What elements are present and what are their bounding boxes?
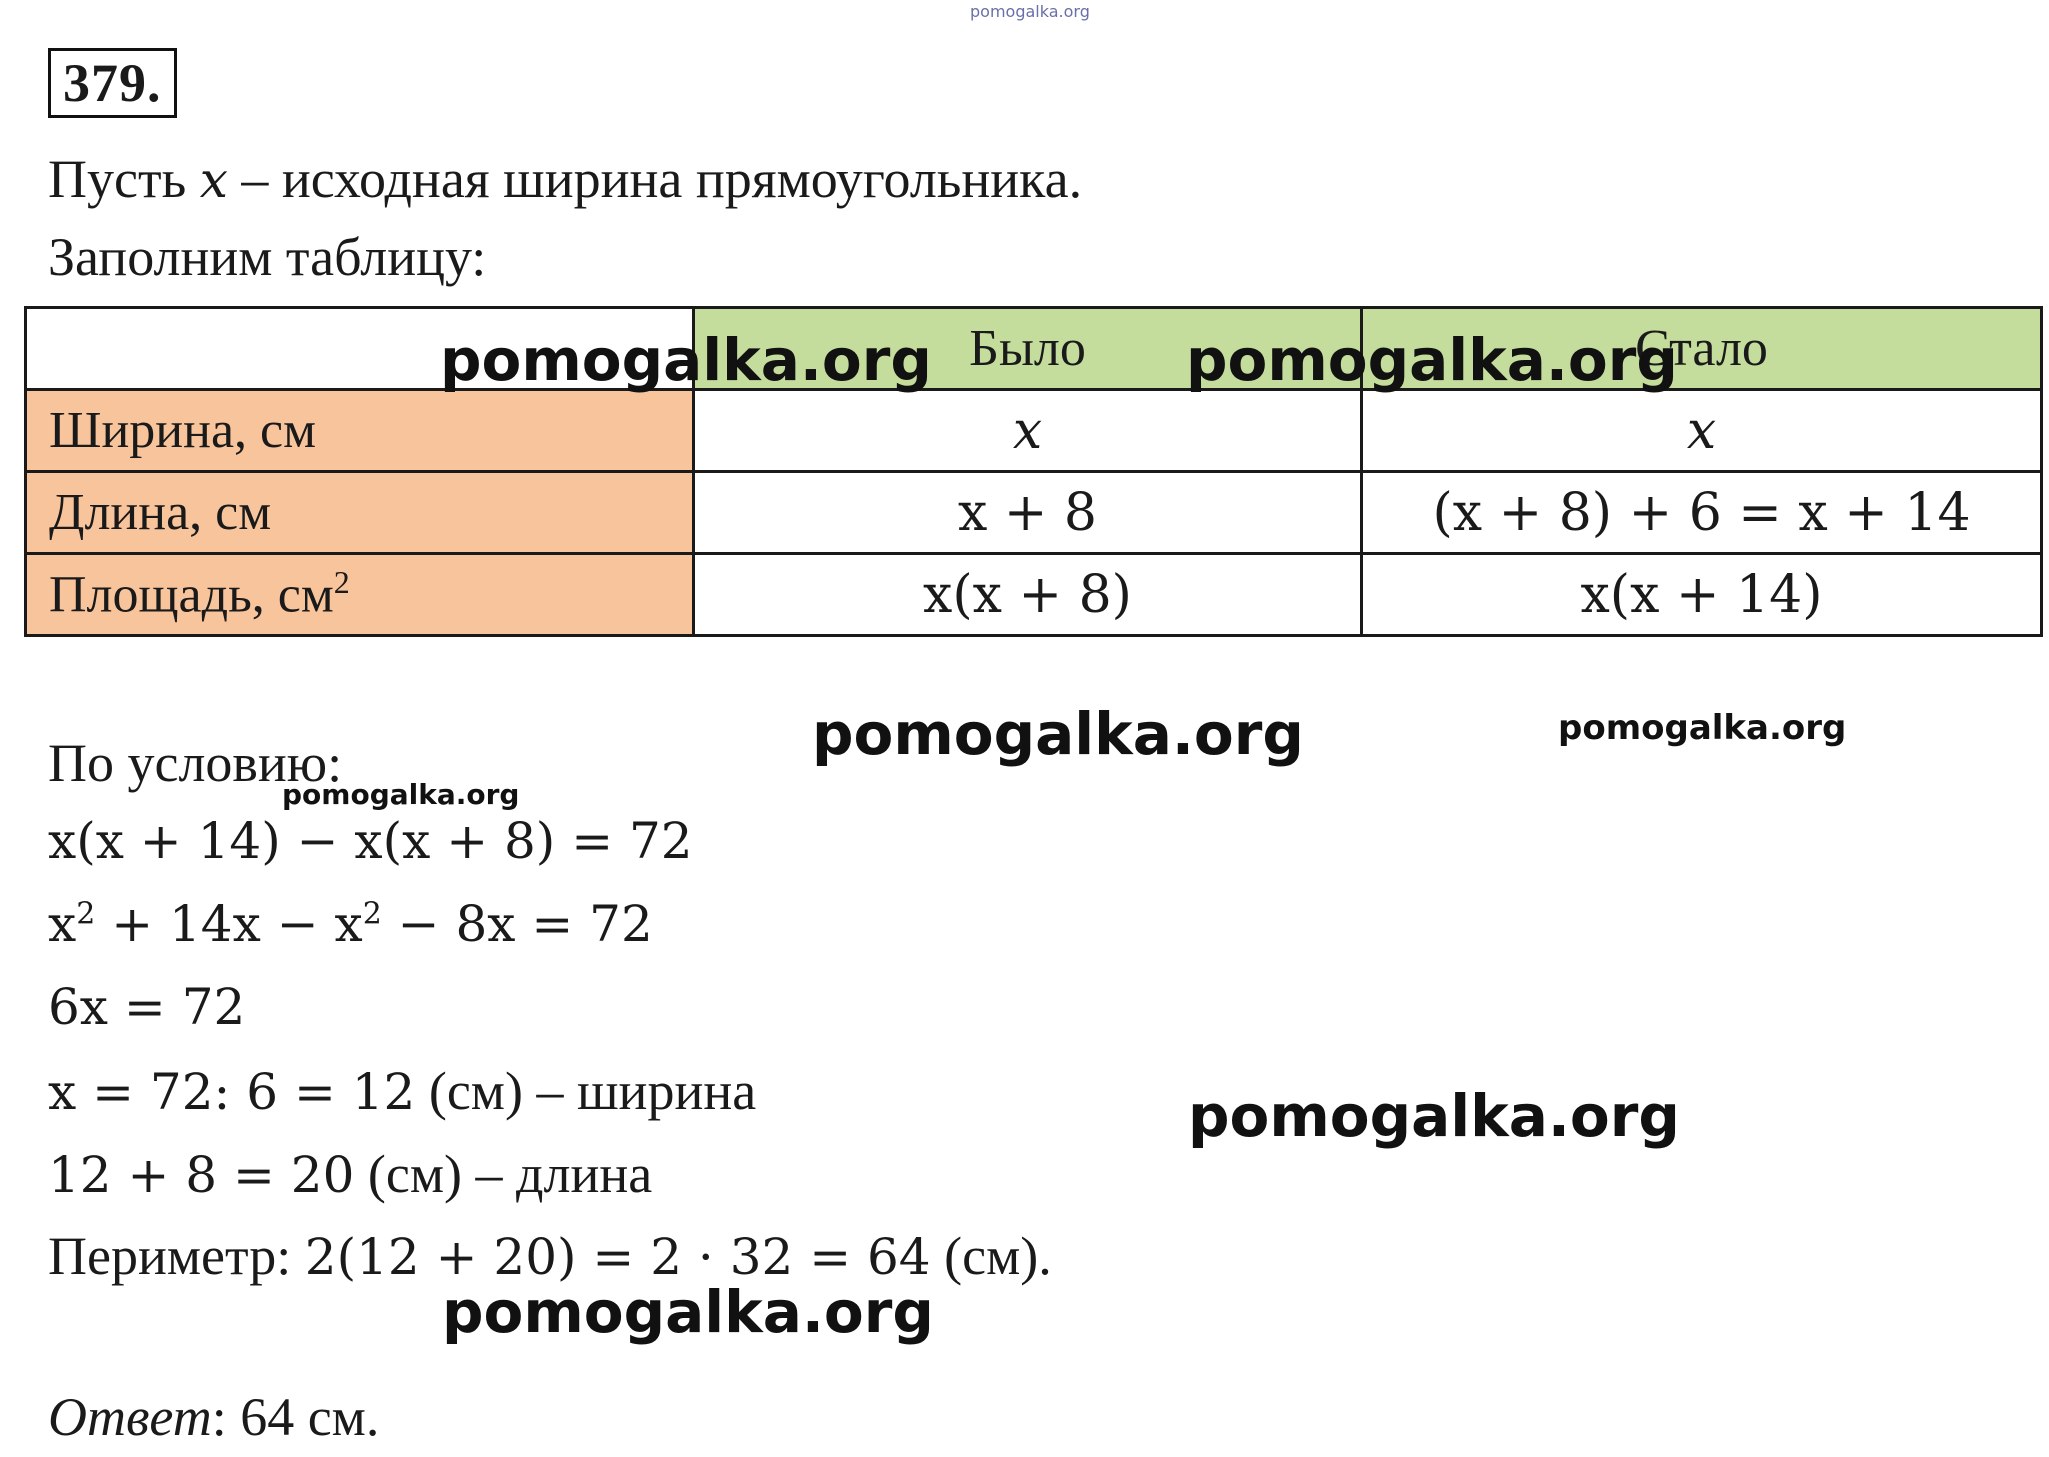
- intro-let: Пусть: [48, 149, 200, 209]
- watermark: pomogalka.org: [812, 700, 1304, 768]
- table-row: [26, 390, 2042, 472]
- header-before: Было: [694, 308, 1362, 390]
- table-row: [26, 554, 2042, 636]
- row-label-length: Длина, см: [26, 472, 694, 554]
- watermark: pomogalka.org: [282, 778, 520, 811]
- watermark: pomogalka.org: [442, 1278, 934, 1346]
- length-after: (x + 8) + 6 = x + 14: [1362, 472, 2042, 554]
- equation-1: x(x + 14) − x(x + 8) = 72: [48, 812, 693, 870]
- row-label-area: Площадь, $см^2$: [26, 554, 694, 636]
- area-before: x(x + 8): [694, 554, 1362, 636]
- intro-let-rest: – исходная ширина прямоугольника.: [227, 149, 1083, 209]
- answer-text: : 64 см.: [211, 1387, 380, 1447]
- fill-table-line: Заполним таблицу:: [48, 227, 487, 287]
- watermark: pomogalka.org: [1558, 708, 1847, 748]
- perimeter-line: Периметр: 2(12 + 20) = 2 · 32 = 64 (см).: [48, 1226, 1052, 1286]
- area-after: x(x + 14): [1362, 554, 2042, 636]
- table-header-row: [26, 308, 2042, 390]
- header-after: Стало: [1362, 308, 2042, 390]
- intro-var: x: [199, 151, 228, 209]
- equation-2: $x^2 + 14x - x^2 - 8x = 72$: [48, 895, 653, 953]
- watermark: pomogalka.org: [1188, 1082, 1680, 1150]
- watermark: pomogalka.org: [440, 326, 932, 394]
- answer-line: [48, 1386, 379, 1448]
- width-after: x: [1362, 390, 2042, 472]
- table-row: [26, 472, 2042, 554]
- watermark-top: pomogalka.org: [970, 2, 1090, 21]
- width-before: x: [694, 390, 1362, 472]
- equation-5: 12 + 8 = 20 (см) – длина: [48, 1144, 653, 1204]
- equation-3: 6x = 72: [48, 978, 246, 1036]
- answer-label: Ответ: [48, 1387, 212, 1447]
- row-label-width: Ширина, см: [26, 390, 694, 472]
- problem-number: 379.: [48, 48, 177, 118]
- intro-line: [48, 148, 1082, 210]
- condition-line: По условию:: [48, 733, 343, 793]
- equation-4: x = 72: 6 = 12 (см) – ширина: [48, 1061, 757, 1121]
- length-before: x + 8: [694, 472, 1362, 554]
- watermark: pomogalka.org: [1186, 326, 1678, 394]
- width-length-area-table: [24, 306, 2043, 637]
